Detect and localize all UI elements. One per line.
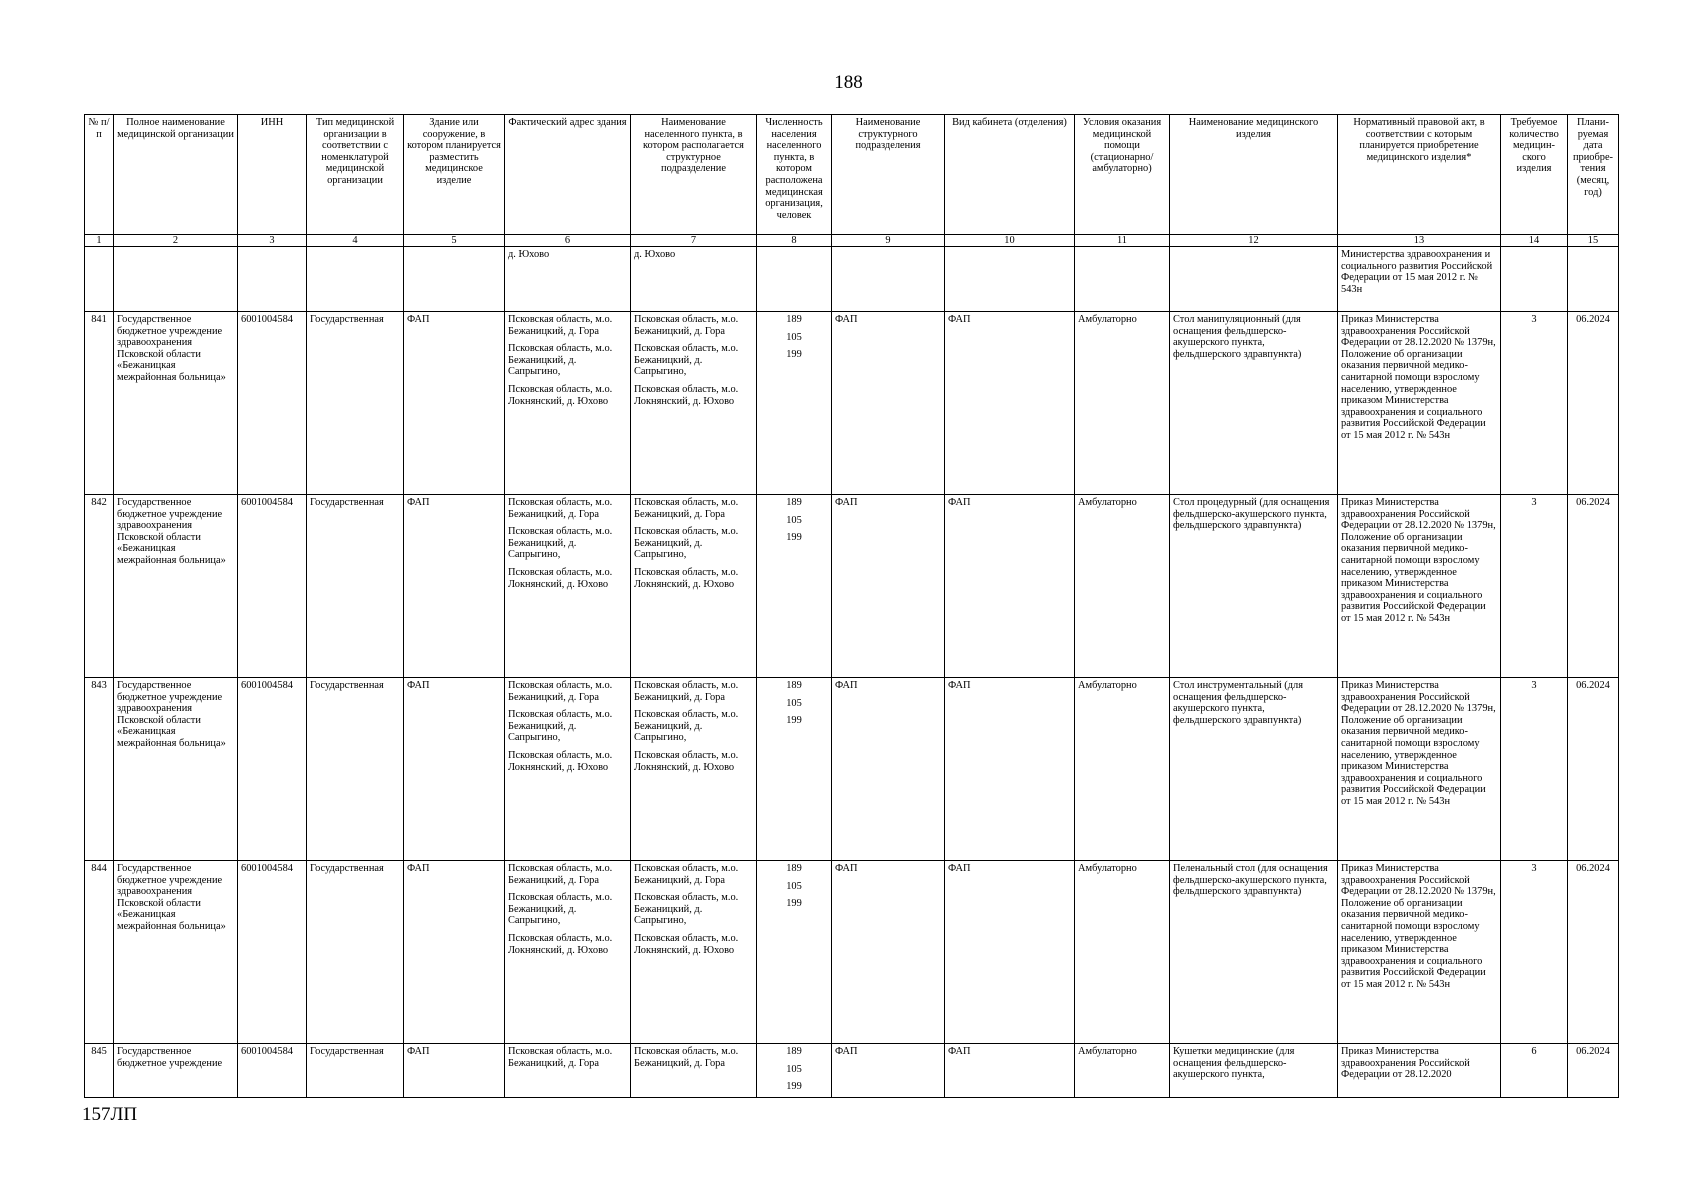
cell-unit: ФАП [832, 1044, 945, 1098]
cell-settlement [631, 495, 757, 678]
cell-cabinet [945, 247, 1075, 312]
cell-population-line: 189 [786, 1046, 802, 1057]
cell-population-line: 105 [786, 880, 802, 892]
cell-type: Государственная [307, 678, 404, 861]
cell-building [404, 247, 505, 312]
cell-cabinet: ФАП [945, 861, 1075, 1044]
cell-inn: 6001004584 [238, 495, 307, 678]
cell-address [505, 495, 631, 678]
cell-cabinet: ФАП [945, 1044, 1075, 1098]
cell-population-line: 199 [786, 1081, 802, 1093]
column-number: 14 [1501, 235, 1568, 247]
cell-act: Приказ Министерства здравоохранения Российской Федерации от 28.12.2020 № 1379н, Положение об организации оказания первичной медико-санитарной помощи взрослому населению, утвержденное приказом Министерства здравоохранения и социального развития Российской Федерации от 15 мая 2012 г. № 543н [1338, 678, 1501, 861]
cell-date: 06.2024 [1568, 495, 1619, 678]
cell-settlement [631, 861, 757, 1044]
cell-population-line: 199 [786, 715, 802, 727]
cell-device: Стол манипуляционный (для оснащения фельдшерско-акушерского пункта, фельдшерского здравпункта) [1170, 312, 1338, 495]
continuation-row [85, 247, 1619, 312]
cell-date: 06.2024 [1568, 312, 1619, 495]
document-code: 157ЛП [82, 1104, 138, 1125]
cell-building: ФАП [404, 1044, 505, 1098]
cell-settlement-line: Псковская область, м.о. Бежаницкий, д. Сапрыгино, [634, 526, 739, 561]
cell-population-line: 199 [786, 898, 802, 910]
cell-address [505, 1044, 631, 1098]
column-header: Наименование медицинского изделия [1170, 115, 1338, 235]
cell-org [114, 247, 238, 312]
cell-settlement-line: Псковская область, м.о. Локнянский, д. Юхово [634, 566, 739, 590]
cell-address-line: Псковская область, м.о. Локнянский, д. Юхово [508, 932, 613, 956]
cell-date: 06.2024 [1568, 678, 1619, 861]
cell-settlement-line: Псковская область, м.о. Бежаницкий, д. Сапрыгино, [634, 343, 739, 378]
table-row [85, 861, 1619, 1044]
cell-act: Министерства здравоохранения и социального развития Российской Федерации от 15 мая 2012 г. № 543н [1338, 247, 1501, 312]
cell-act: Приказ Министерства здравоохранения Российской Федерации от 28.12.2020 № 1379н, Положение об организации оказания первичной медико-санитарной помощи взрослому населению, утвержденное приказом Министерства здравоохранения и социального развития Российской Федерации от 15 мая 2012 г. № 543н [1338, 495, 1501, 678]
cell-settlement-line: Псковская область, м.о. Бежаницкий, д. Гора [634, 680, 739, 703]
column-header: Численность населения населенного пункта, в котором расположена медицинская организация, человек [757, 115, 832, 235]
column-number: 4 [307, 235, 404, 247]
cell-device: Кушетки медицинские (для оснащения фельдшерско-акушерского пункта, [1170, 1044, 1338, 1098]
cell-population [757, 495, 832, 678]
page-number: 188 [834, 72, 863, 93]
cell-settlement: д. Юхово [631, 247, 757, 312]
cell-address-line: Псковская область, м.о. Локнянский, д. Юхово [508, 383, 613, 407]
cell-conditions [1075, 247, 1170, 312]
cell-qty: 3 [1501, 495, 1568, 678]
column-header: № п/п [85, 115, 114, 235]
cell-population [757, 312, 832, 495]
cell-qty: 3 [1501, 312, 1568, 495]
header-row [85, 115, 1619, 235]
cell-settlement-line: Псковская область, м.о. Бежаницкий, д. Сапрыгино, [634, 892, 739, 927]
column-number: 2 [114, 235, 238, 247]
cell-population [757, 1044, 832, 1098]
cell-device: Пеленальный стол (для оснащения фельдшерско-акушерского пункта, фельдшерского здравпункта) [1170, 861, 1338, 1044]
cell-building: ФАП [404, 861, 505, 1044]
column-number: 13 [1338, 235, 1501, 247]
column-header: Требуемое количество медицин-ского изделия [1501, 115, 1568, 235]
cell-inn: 6001004584 [238, 1044, 307, 1098]
cell-conditions: Амбулаторно [1075, 678, 1170, 861]
column-header: Здание или сооружение, в котором планируется разместить медицинское изделие [404, 115, 505, 235]
cell-settlement-line: Псковская область, м.о. Локнянский, д. Юхово [634, 383, 739, 407]
column-header: Полное наименование медицинской организации [114, 115, 238, 235]
cell-inn: 6001004584 [238, 312, 307, 495]
column-number: 12 [1170, 235, 1338, 247]
cell-unit: ФАП [832, 495, 945, 678]
cell-device: Стол процедурный (для оснащения фельдшерско-акушерского пункта, фельдшерского здравпункта) [1170, 495, 1338, 678]
cell-address-line: Псковская область, м.о. Бежаницкий, д. Сапрыгино, [508, 709, 613, 744]
cell-unit: ФАП [832, 312, 945, 495]
cell-address [505, 861, 631, 1044]
cell-num: 841 [85, 312, 114, 495]
cell-address: д. Юхово [505, 247, 631, 312]
column-number: 5 [404, 235, 505, 247]
cell-population-line: 199 [786, 532, 802, 544]
cell-inn: 6001004584 [238, 678, 307, 861]
cell-address-line: Псковская область, м.о. Локнянский, д. Юхово [508, 566, 613, 590]
cell-device: Стол инструментальный (для оснащения фельдшерско-акушерского пункта, фельдшерского здравпункта) [1170, 678, 1338, 861]
cell-population [757, 247, 832, 312]
cell-conditions: Амбулаторно [1075, 312, 1170, 495]
cell-address-line: Псковская область, м.о. Бежаницкий, д. Гора [508, 497, 613, 520]
equipment-table [84, 114, 1619, 1098]
column-number: 3 [238, 235, 307, 247]
cell-population-line: 189 [786, 314, 802, 325]
cell-type [307, 247, 404, 312]
cell-population-line: 105 [786, 697, 802, 709]
cell-address [505, 312, 631, 495]
cell-type: Государственная [307, 1044, 404, 1098]
cell-address-line: Псковская область, м.о. Бежаницкий, д. Гора [508, 680, 613, 703]
cell-act: Приказ Министерства здравоохранения Российской Федерации от 28.12.2020 № 1379н, Положение об организации оказания первичной медико-санитарной помощи взрослому населению, утвержденное приказом Министерства здравоохранения и социального развития Российской Федерации от 15 мая 2012 г. № 543н [1338, 312, 1501, 495]
cell-org: Государственное бюджетное учреждение здравоохранения Псковской области «Бежаницкая межрайонная больница» [114, 861, 238, 1044]
cell-settlement [631, 678, 757, 861]
cell-cabinet: ФАП [945, 312, 1075, 495]
column-header: Плани-руемая дата приобре-тения (месяц, год) [1568, 115, 1619, 235]
cell-unit [832, 247, 945, 312]
cell-population-line: 189 [786, 497, 802, 508]
cell-qty [1501, 247, 1568, 312]
cell-settlement [631, 312, 757, 495]
cell-date: 06.2024 [1568, 861, 1619, 1044]
cell-population-line: 105 [786, 514, 802, 526]
cell-unit: ФАП [832, 678, 945, 861]
cell-address-line: Псковская область, м.о. Локнянский, д. Юхово [508, 749, 613, 773]
cell-num: 843 [85, 678, 114, 861]
column-header: Нормативный правовой акт, в соответствии с которым планируется приобретение медицинского изделия* [1338, 115, 1501, 235]
column-number: 15 [1568, 235, 1619, 247]
cell-type: Государственная [307, 312, 404, 495]
cell-cabinet: ФАП [945, 678, 1075, 861]
cell-settlement-line: Псковская область, м.о. Бежаницкий, д. Гора [634, 497, 739, 520]
cell-conditions: Амбулаторно [1075, 861, 1170, 1044]
cell-settlement-line: Псковская область, м.о. Бежаницкий, д. Гора [634, 863, 739, 886]
cell-qty: 3 [1501, 861, 1568, 1044]
cell-qty: 3 [1501, 678, 1568, 861]
cell-population-line: 199 [786, 349, 802, 361]
column-header: Условия оказания медицинской помощи (стационарно/ амбулаторно) [1075, 115, 1170, 235]
cell-num [85, 247, 114, 312]
cell-org: Государственное бюджетное учреждение здравоохранения Псковской области «Бежаницкая межрайонная больница» [114, 495, 238, 678]
table-row [85, 678, 1619, 861]
table-row [85, 1044, 1619, 1098]
cell-address [505, 678, 631, 861]
cell-address-line: Псковская область, м.о. Бежаницкий, д. Сапрыгино, [508, 526, 613, 561]
cell-type: Государственная [307, 495, 404, 678]
cell-date [1568, 247, 1619, 312]
column-header: Фактический адрес здания [505, 115, 631, 235]
column-header: Вид кабинета (отделения) [945, 115, 1075, 235]
cell-address-line: Псковская область, м.о. Бежаницкий, д. Сапрыгино, [508, 343, 613, 378]
cell-org: Государственное бюджетное учреждение [114, 1044, 238, 1098]
cell-num: 842 [85, 495, 114, 678]
cell-address-line: Псковская область, м.о. Бежаницкий, д. Гора [508, 1046, 613, 1069]
column-number: 1 [85, 235, 114, 247]
cell-population [757, 678, 832, 861]
cell-org: Государственное бюджетное учреждение здравоохранения Псковской области «Бежаницкая межрайонная больница» [114, 678, 238, 861]
cell-act: Приказ Министерства здравоохранения Российской Федерации от 28.12.2020 № 1379н, Положение об организации оказания первичной медико-санитарной помощи взрослому населению, утвержденное приказом Министерства здравоохранения и социального развития Российской Федерации от 15 мая 2012 г. № 543н [1338, 861, 1501, 1044]
cell-settlement-line: Псковская область, м.о. Бежаницкий, д. Гора [634, 314, 739, 337]
cell-num: 845 [85, 1044, 114, 1098]
cell-building: ФАП [404, 678, 505, 861]
cell-settlement [631, 1044, 757, 1098]
cell-inn [238, 247, 307, 312]
cell-org: Государственное бюджетное учреждение здравоохранения Псковской области «Бежаницкая межрайонная больница» [114, 312, 238, 495]
cell-address-line: Псковская область, м.о. Бежаницкий, д. Гора [508, 314, 613, 337]
cell-type: Государственная [307, 861, 404, 1044]
cell-settlement-line: Псковская область, м.о. Бежаницкий, д. Гора [634, 1046, 739, 1069]
table-row [85, 312, 1619, 495]
cell-settlement-line: Псковская область, м.о. Локнянский, д. Юхово [634, 932, 739, 956]
cell-cabinet: ФАП [945, 495, 1075, 678]
cell-building: ФАП [404, 495, 505, 678]
cell-settlement-line: Псковская область, м.о. Локнянский, д. Юхово [634, 749, 739, 773]
cell-device [1170, 247, 1338, 312]
cell-inn: 6001004584 [238, 861, 307, 1044]
column-header: ИНН [238, 115, 307, 235]
column-number: 10 [945, 235, 1075, 247]
cell-building: ФАП [404, 312, 505, 495]
column-number: 8 [757, 235, 832, 247]
column-header: Наименование структурного подразделения [832, 115, 945, 235]
cell-population-line: 189 [786, 863, 802, 874]
column-number: 6 [505, 235, 631, 247]
cell-population-line: 189 [786, 680, 802, 691]
column-number: 7 [631, 235, 757, 247]
cell-date: 06.2024 [1568, 1044, 1619, 1098]
cell-conditions: Амбулаторно [1075, 495, 1170, 678]
cell-address-line: Псковская область, м.о. Бежаницкий, д. Гора [508, 863, 613, 886]
cell-unit: ФАП [832, 861, 945, 1044]
table-row [85, 495, 1619, 678]
cell-settlement-line: Псковская область, м.о. Бежаницкий, д. Сапрыгино, [634, 709, 739, 744]
cell-act: Приказ Министерства здравоохранения Российской Федерации от 28.12.2020 [1338, 1044, 1501, 1098]
cell-address-line: Псковская область, м.о. Бежаницкий, д. Сапрыгино, [508, 892, 613, 927]
cell-population-line: 105 [786, 1063, 802, 1075]
column-header: Тип медицинской организации в соответствии с номенклатурой медицинской организации [307, 115, 404, 235]
cell-num: 844 [85, 861, 114, 1044]
column-number: 11 [1075, 235, 1170, 247]
cell-population-line: 105 [786, 331, 802, 343]
column-header: Наименование населенного пункта, в котором располагается структурное подразделение [631, 115, 757, 235]
cell-qty: 6 [1501, 1044, 1568, 1098]
cell-population [757, 861, 832, 1044]
column-number-row [85, 235, 1619, 247]
column-number: 9 [832, 235, 945, 247]
cell-conditions: Амбулаторно [1075, 1044, 1170, 1098]
